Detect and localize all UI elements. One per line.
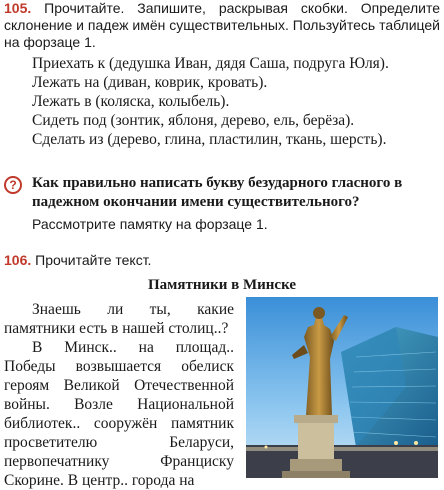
paragraph: Знаешь ли ты, какие памятники есть в нашей столиц..? [4, 301, 234, 337]
exercise-106 [4, 252, 151, 269]
question-block [4, 174, 440, 233]
exercise-106-task: Прочитайте текст. [35, 252, 152, 268]
text-body [4, 300, 234, 490]
paragraph: В Минск.. на площад.. Победы возвышается обелиск героям Великой Отечественной войны. Возле Национальной библиотек.. сооружён памятник просветителю Беларуси, первопечатнику Франциску Скорине. В центр.. города на [4, 339, 234, 489]
question-hint: Рассмотрите памятку на форзаце 1. [32, 216, 268, 232]
text-title: Памятники в Минске [147, 277, 297, 293]
monument-photo [246, 297, 438, 478]
sentence: Лежать на (диван, коврик, кровать). [32, 74, 268, 91]
sentence: Лежать в (коляска, колыбель). [32, 93, 230, 110]
exercise-105 [4, 0, 440, 51]
exercise-number: 105. [4, 0, 32, 16]
question-icon: ? [4, 176, 22, 194]
sentence: Сделать из (дерево, глина, пластилин, ткань, шерсть). [32, 131, 387, 148]
question-text: Как правильно написать букву безударного гласного в падежном окончании имени существительного? [32, 175, 403, 210]
sentence: Приехать к (дедушка Иван, дядя Саша, подруга Юля). [32, 55, 389, 72]
exercise-105-task: 105. Прочитайте. Запишите, раскрывая скобки. Определите склонение и падеж имён существительных. Пользуйтесь таблицей на форзаце 1. [4, 0, 440, 50]
exercise-number: 106. [4, 252, 32, 268]
sentence-list [4, 54, 440, 149]
monument-image [246, 297, 438, 478]
sentence: Сидеть под (зонтик, яблоня, дерево, ель, берёза). [32, 112, 355, 129]
